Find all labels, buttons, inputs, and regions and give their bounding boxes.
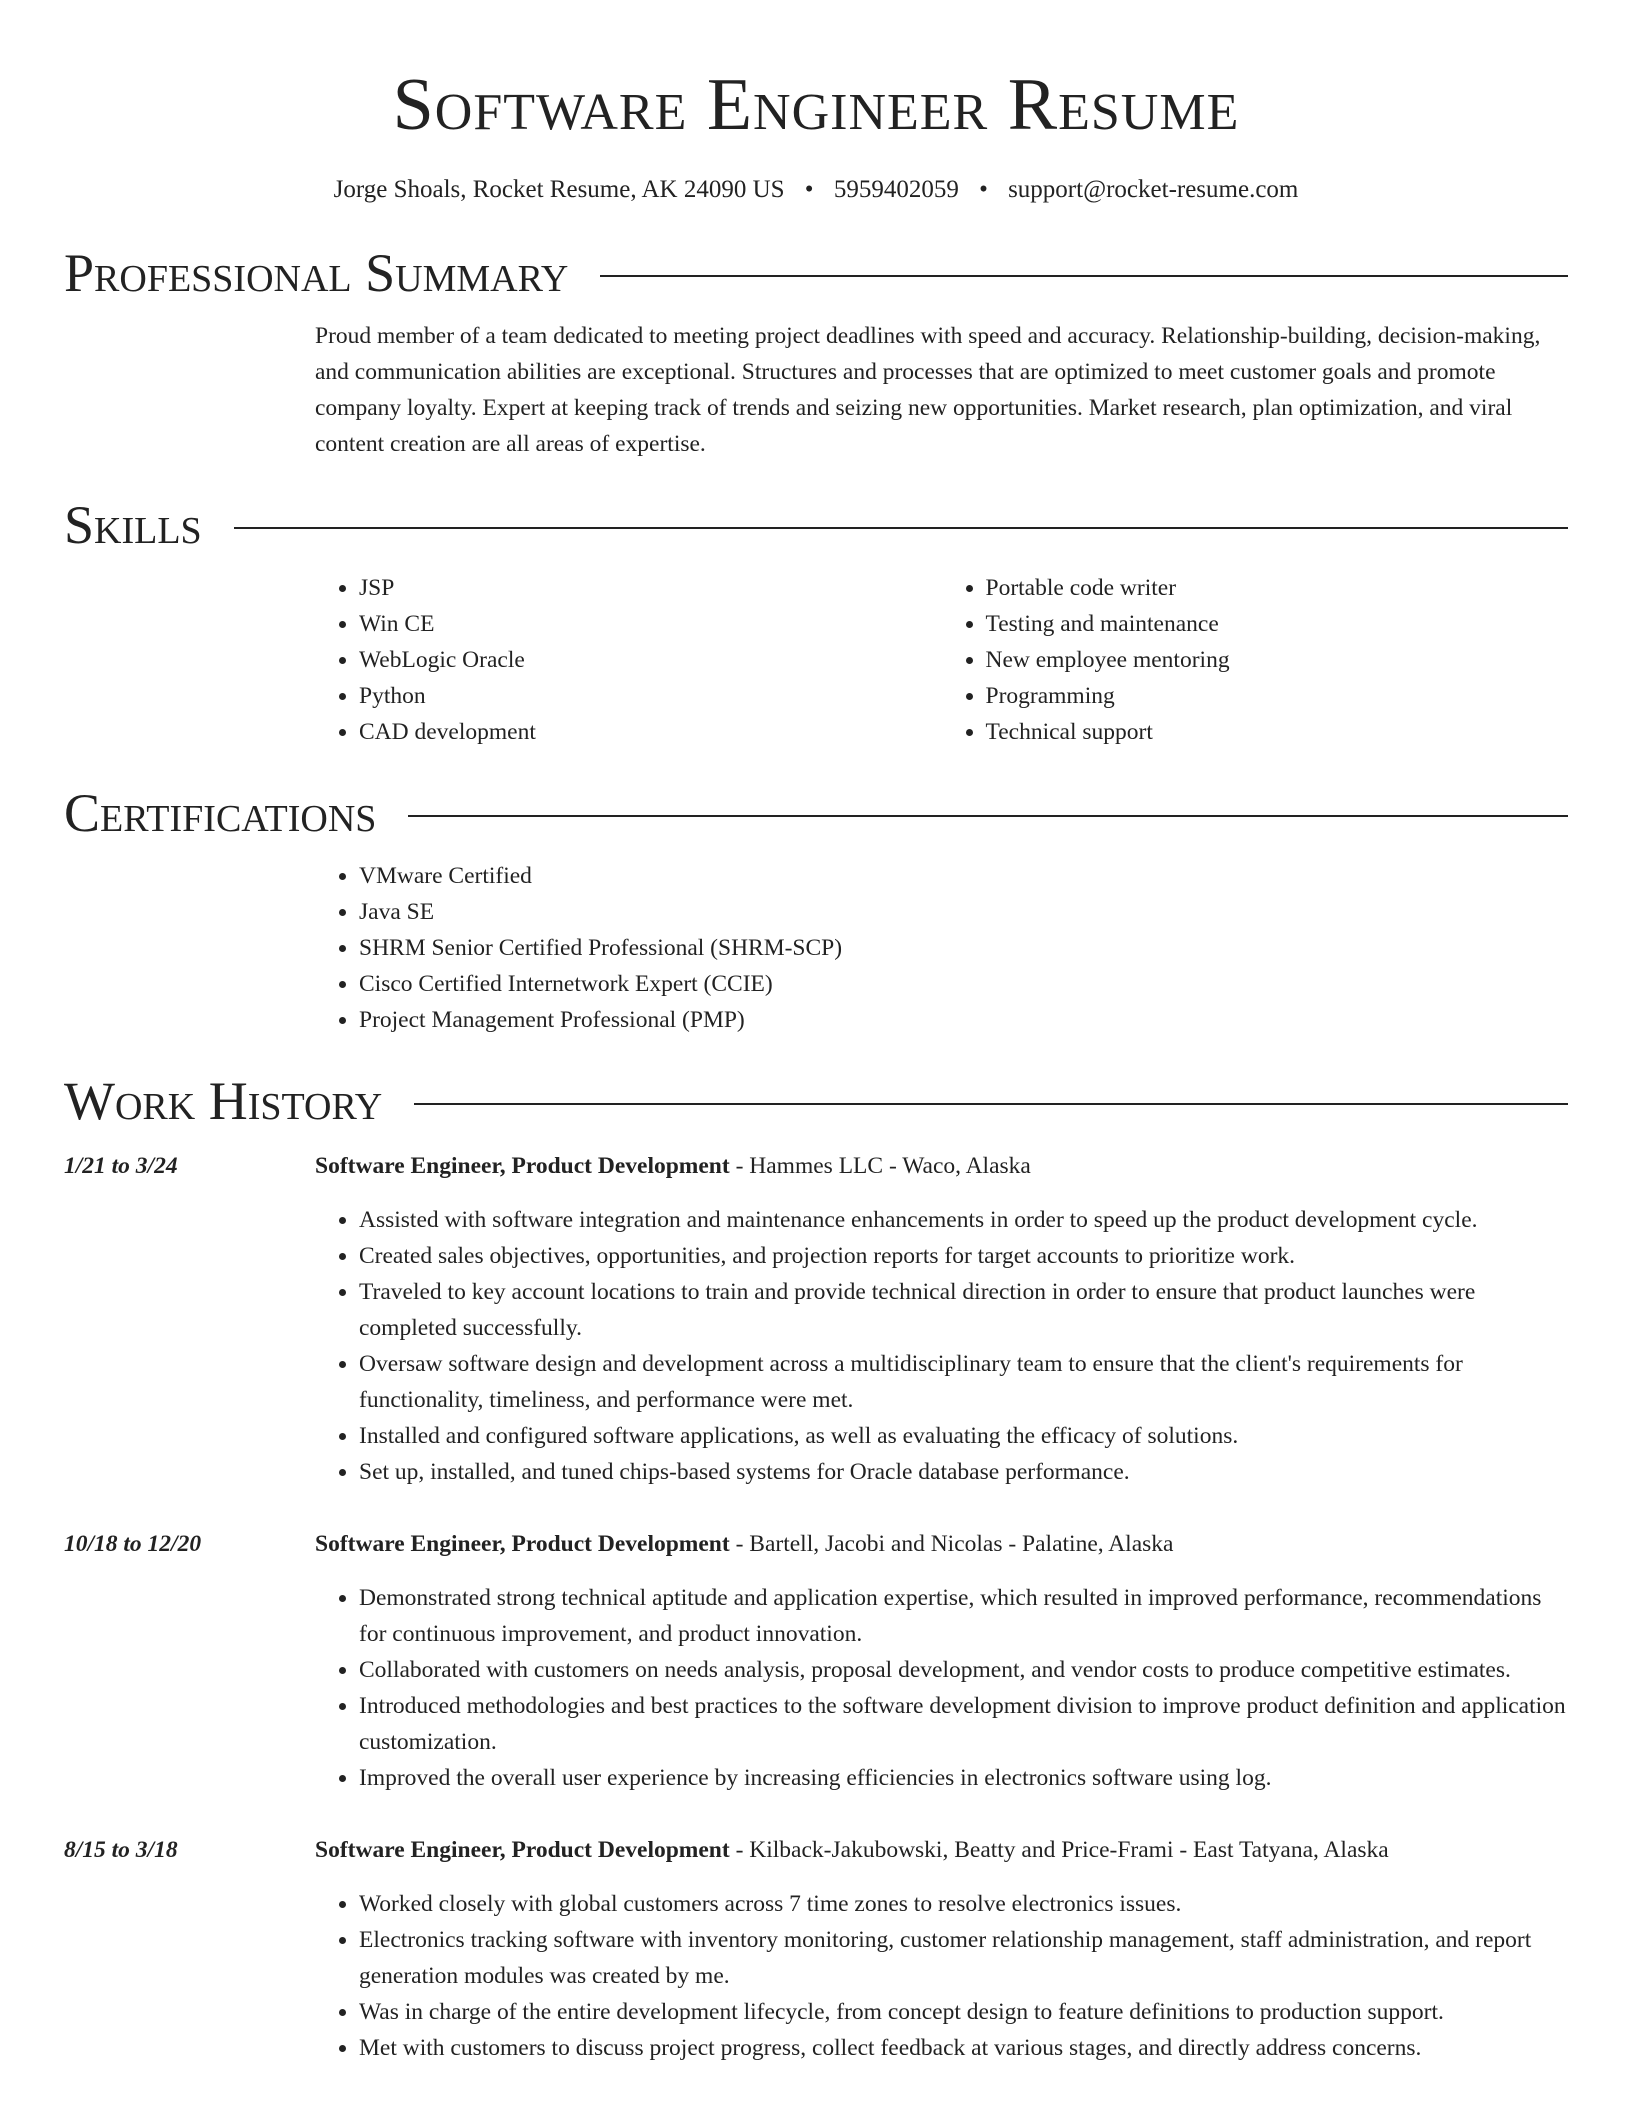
job-bullet: • Demonstrated strong technical aptitude and application expertise, which resulted in improved performance, recommendations for continuous improvement, and product innovation.: [359, 1580, 1568, 1652]
job-bullets: [315, 1202, 1568, 1490]
contact-line: [64, 170, 1568, 210]
job-bullet: • Was in charge of the entire development lifecycle, from concept design to feature definitions to production support.: [359, 1994, 1568, 2030]
contact-address: Jorge Shoals, Rocket Resume, AK 24090 US: [333, 176, 785, 203]
job-bullet: • Collaborated with customers on needs analysis, proposal development, and vendor costs to produce competitive estimates.: [359, 1652, 1568, 1688]
skills-list-column-1: [315, 570, 942, 750]
certification-item: • Cisco Certified Internetwork Expert (CCIE): [359, 966, 1568, 1002]
section-divider: [600, 275, 1568, 277]
job-bullet: • Met with customers to discuss project progress, collect feedback at various stages, and directly address concerns.: [359, 2030, 1568, 2066]
skill-item: • JSP: [359, 570, 942, 606]
job-details: [315, 1526, 1568, 1796]
job-title: Software Engineer, Product Development: [315, 1531, 730, 1557]
section-divider: [408, 815, 1568, 817]
skill-item: • New employee mentoring: [986, 642, 1569, 678]
work-history-section-header: [64, 1068, 1568, 1134]
certifications-section-header: [64, 780, 1568, 846]
job-bullet: • Worked closely with global customers across 7 time zones to resolve electronics issues.: [359, 1886, 1568, 1922]
job-company: - Kilback-Jakubowski, Beatty and Price-Frami - East Tatyana, Alaska: [729, 1837, 1389, 1863]
contact-separator: •: [804, 176, 814, 203]
job-details: [315, 1832, 1568, 2066]
skills-list-column-2: [942, 570, 1569, 750]
job-dates: 1/21 to 3/24: [64, 1153, 178, 1179]
skills-heading: Skills: [64, 495, 202, 555]
job-bullet: • Electronics tracking software with inventory monitoring, customer relationship management, staff administration, and report generation modules was created by me.: [359, 1922, 1568, 1994]
contact-separator: •: [979, 176, 988, 203]
job-entry: [64, 1832, 1568, 2066]
certifications-list: [315, 858, 1568, 1038]
job-bullet: • Installed and configured software applications, as well as evaluating the efficacy of solutions.: [359, 1418, 1568, 1454]
certifications-heading: Certifications: [64, 783, 377, 843]
skill-item: • Win CE: [359, 606, 942, 642]
skill-item: • WebLogic Oracle: [359, 642, 942, 678]
job-bullet: • Set up, installed, and tuned chips-based systems for Oracle database performance.: [359, 1454, 1568, 1490]
job-bullet: • Assisted with software integration and maintenance enhancements in order to speed up the product development cycle.: [359, 1202, 1568, 1238]
job-bullet: • Traveled to key account locations to train and provide technical direction in order to ensure that product launches were completed successfully.: [359, 1274, 1568, 1346]
job-title: Software Engineer, Product Development: [315, 1153, 730, 1179]
contact-email: support@rocket-resume.com: [1008, 176, 1299, 203]
summary-section: [315, 318, 1568, 462]
job-heading: [315, 1148, 1568, 1184]
skill-item: • Testing and maintenance: [986, 606, 1569, 642]
skill-item: • Python: [359, 678, 942, 714]
job-title: Software Engineer, Product Development: [315, 1837, 730, 1863]
job-entry: [64, 1526, 1568, 1796]
certification-item: • Java SE: [359, 894, 1568, 930]
job-dates: 8/15 to 3/18: [64, 1837, 178, 1863]
skill-item: • Technical support: [986, 714, 1569, 750]
job-bullet: • Created sales objectives, opportunities, and projection reports for target accounts to prioritize work.: [359, 1238, 1568, 1274]
resume-title: Software Engineer Resume: [392, 64, 1240, 146]
certification-item: • SHRM Senior Certified Professional (SHRM-SCP): [359, 930, 1568, 966]
job-bullets: [315, 1580, 1568, 1796]
section-divider: [234, 527, 1568, 529]
certification-item: • Project Management Professional (PMP): [359, 1002, 1568, 1038]
summary-section-header: [64, 240, 1568, 306]
skills-section-header: [64, 492, 1568, 558]
contact-phone: 5959402059: [833, 176, 959, 203]
resume-page: [64, 0, 1568, 2066]
job-heading: [315, 1526, 1568, 1562]
job-bullet: • Improved the overall user experience by increasing efficiencies in electronics software using log.: [359, 1760, 1568, 1796]
section-divider: [414, 1103, 1568, 1105]
job-dates: 10/18 to 12/20: [64, 1531, 202, 1557]
certifications-section: [315, 858, 1568, 1038]
job-entry: [64, 1148, 1568, 1490]
job-company: - Bartell, Jacobi and Nicolas - Palatine, Alaska: [729, 1531, 1174, 1557]
skill-item: • Portable code writer: [986, 570, 1569, 606]
job-bullet: • Oversaw software design and development across a multidisciplinary team to ensure that the client's requirements for functionality, timeliness, and performance were met.: [359, 1346, 1568, 1418]
skill-item: • CAD development: [359, 714, 942, 750]
certification-item: • VMware Certified: [359, 858, 1568, 894]
job-details: [315, 1148, 1568, 1490]
job-company: - Hammes LLC - Waco, Alaska: [729, 1153, 1031, 1179]
job-bullets: [315, 1886, 1568, 2066]
summary-text: Proud member of a team dedicated to meeting project deadlines with speed and accuracy. Relationship-building, decision-making, and communication abilities are exceptional. Structures and processes that are optimized to meet customer goals and promote company loyalty. Expert at keeping track of trends and seizing new opportunities. Market research, plan optimization, and viral content creation are all areas of expertise.: [315, 323, 1541, 457]
job-heading: [315, 1832, 1568, 1868]
work-history-heading: Work History: [64, 1071, 383, 1131]
summary-heading: Professional Summary: [64, 243, 569, 303]
job-bullet: • Introduced methodologies and best practices to the software development division to improve product definition and application customization.: [359, 1688, 1568, 1760]
skill-item: • Programming: [986, 678, 1569, 714]
skills-section: [315, 570, 1568, 750]
